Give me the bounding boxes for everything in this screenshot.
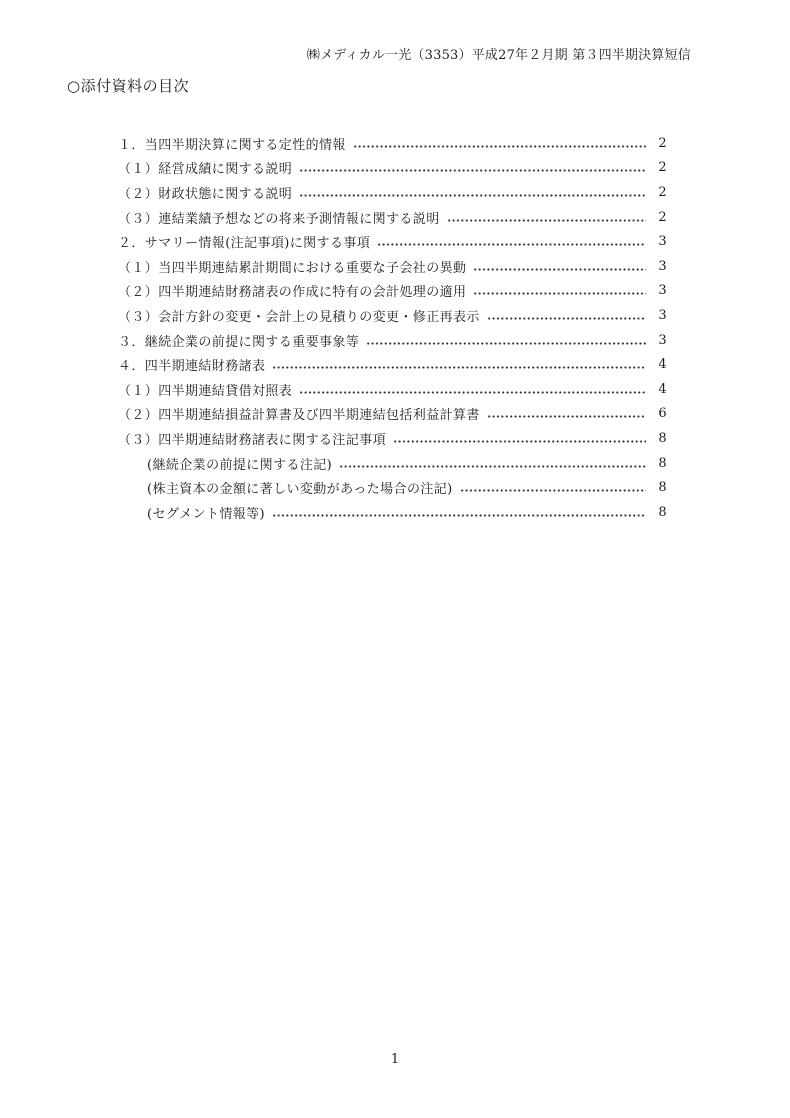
toc-leader-dots	[272, 366, 646, 369]
toc-item-label: (株主資本の金額に著しい変動があった場合の注記)	[147, 482, 453, 498]
toc-item-page: 3	[658, 283, 667, 299]
toc-item	[118, 426, 667, 451]
toc-leader-dots	[460, 489, 646, 492]
toc-item-label: （１）経営成績に関する説明	[118, 162, 293, 178]
toc-item-label: ２．サマリー情報(注記事項)に関する事項	[118, 236, 371, 252]
toc-item-label: ３．継続企業の前提に関する重要事象等	[118, 334, 360, 350]
page-number: 1	[390, 1052, 400, 1067]
toc-item-label: （１）四半期連結貸借対照表	[118, 383, 293, 399]
toc-item	[118, 451, 667, 476]
toc-item-page: 8	[658, 480, 667, 496]
toc-item-label: （３）会計方針の変更・会計上の見積りの変更・修正再表示	[118, 309, 480, 325]
toc-item	[118, 131, 667, 156]
toc-item-page: 2	[658, 135, 667, 151]
toc-item-page: 8	[658, 430, 667, 446]
toc-item	[118, 279, 667, 304]
toc-leader-dots	[299, 169, 646, 172]
toc-item-page: 8	[658, 455, 667, 471]
toc-leader-dots	[487, 415, 646, 418]
toc-item-label: （２）四半期連結損益計算書及び四半期連結包括利益計算書	[118, 408, 480, 424]
toc-item-label: （２）財政状態に関する説明	[118, 186, 293, 202]
toc-item	[118, 328, 667, 353]
toc-item	[118, 475, 667, 500]
table-of-contents	[118, 131, 667, 525]
toc-item-page: 3	[658, 332, 667, 348]
toc-item	[118, 352, 667, 377]
toc-item	[118, 254, 667, 279]
toc-item-page: 2	[658, 160, 667, 176]
toc-item-page: 3	[658, 307, 667, 323]
toc-leader-dots	[353, 145, 646, 148]
page-title: ○添付資料の目次	[67, 77, 190, 95]
toc-item-label: １．当四半期決算に関する定性的情報	[118, 137, 346, 153]
toc-item-page: 6	[658, 406, 667, 422]
toc-item-label: ４．四半期連結財務諸表	[118, 359, 266, 375]
toc-item-label: （２）四半期連結財務諸表の作成に特有の会計処理の適用	[118, 285, 467, 301]
toc-leader-dots	[272, 514, 646, 517]
toc-item-page: 4	[658, 357, 667, 373]
toc-leader-dots	[299, 391, 646, 394]
toc-leader-dots	[393, 440, 646, 443]
toc-item-label: (継続企業の前提に関する注記)	[147, 457, 333, 473]
toc-leader-dots	[377, 243, 646, 246]
toc-item-page: 8	[658, 504, 667, 520]
toc-item	[118, 205, 667, 230]
toc-item	[118, 156, 667, 181]
toc-item-label: （１）当四半期連結累計期間における重要な子会社の異動	[118, 260, 467, 276]
toc-leader-dots	[366, 342, 646, 345]
toc-item-label: (セグメント情報等)	[147, 506, 266, 522]
toc-leader-dots	[487, 317, 646, 320]
toc-leader-dots	[473, 292, 646, 295]
toc-item-page: 2	[658, 209, 667, 225]
toc-item	[118, 229, 667, 254]
toc-leader-dots	[339, 465, 646, 468]
toc-item	[118, 402, 667, 427]
toc-item-page: 3	[658, 258, 667, 274]
toc-item	[118, 377, 667, 402]
toc-item-page: 3	[658, 234, 667, 250]
toc-item	[118, 500, 667, 525]
toc-item	[118, 303, 667, 328]
document-header: ㈱メディカル一光（3353）平成27年２月期 第３四半期決算短信	[306, 48, 691, 63]
toc-item-label: （３）連結業績予想などの将来予測情報に関する説明	[118, 211, 440, 227]
toc-item-label: （３）四半期連結財務諸表に関する注記事項	[118, 432, 387, 448]
toc-item	[118, 180, 667, 205]
toc-item-page: 4	[658, 381, 667, 397]
toc-leader-dots	[473, 268, 646, 271]
toc-item-page: 2	[658, 184, 667, 200]
toc-leader-dots	[299, 194, 646, 197]
toc-leader-dots	[447, 219, 646, 222]
